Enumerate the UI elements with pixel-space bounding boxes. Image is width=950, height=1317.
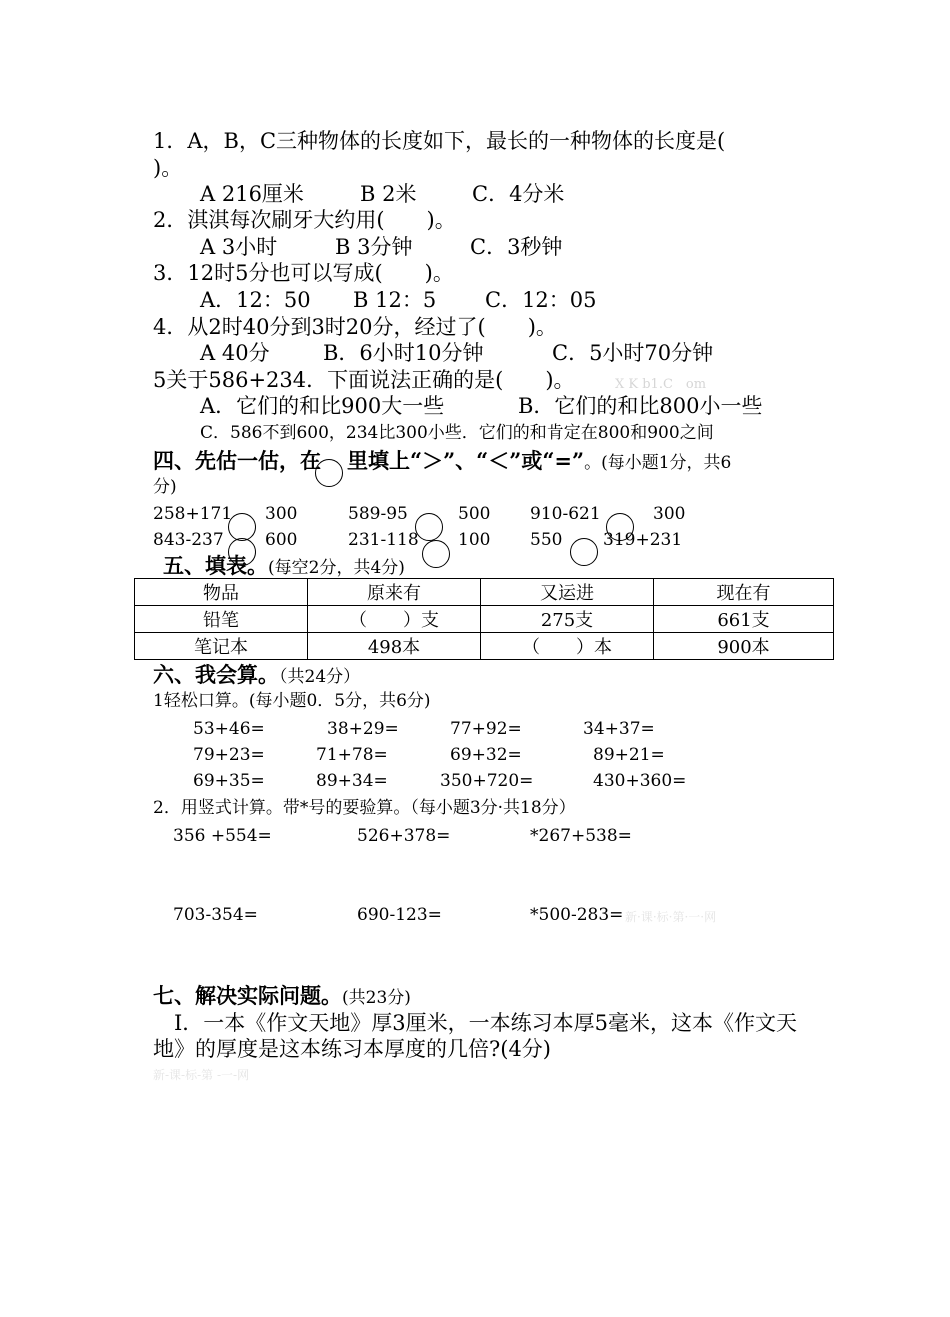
q4-stem: 4．从2时40分到3时20分，经过了( )。 bbox=[153, 315, 557, 339]
cell-pencil: 铅笔 bbox=[135, 606, 308, 633]
section4-title-b: 里填上“＞”、“＜”或“=” bbox=[347, 448, 585, 473]
oral-item: 34+37= bbox=[583, 719, 655, 739]
q1-option-a: A 216厘米 bbox=[200, 182, 304, 206]
q1-stem: 1．A，B，C三种物体的长度如下，最长的一种物体的长度是( bbox=[153, 129, 726, 153]
q5-option-c: C．586不到600，234比300小些．它们的和肯定在800和900之间 bbox=[200, 423, 714, 443]
q5-option-b: B．它们的和比800小一些 bbox=[518, 394, 763, 418]
section5-score: (每空2分，共4分) bbox=[268, 558, 405, 578]
q3-option-b: B 12：5 bbox=[353, 288, 437, 312]
q1-option-b: B 2米 bbox=[360, 182, 417, 206]
section7-title: 七、解决实际问题。 bbox=[153, 983, 342, 1008]
cmp-circle-6[interactable] bbox=[570, 538, 598, 566]
header-original: 原来有 bbox=[308, 579, 481, 606]
section4-title-line bbox=[153, 448, 731, 474]
q2-option-b: B 3分钟 bbox=[335, 235, 413, 259]
table-header-row bbox=[135, 579, 834, 606]
section4-score-a: 。(每小题1分，共6 bbox=[584, 453, 732, 473]
oral-item: 69+35= bbox=[193, 771, 265, 791]
problem1-line1: I．一本《作文天地》厚3厘米，一本练习本厚5毫米，这本《作文天 bbox=[174, 1011, 798, 1035]
cmp-left-3: 910-621 bbox=[530, 504, 601, 524]
cmp-left-6: 550 bbox=[530, 530, 563, 550]
section6-sub2: 2．用竖式计算。带*号的要验算。（每小题3分·共18分） bbox=[153, 798, 576, 818]
section6-title-line bbox=[153, 662, 360, 688]
cell-value: 661支 bbox=[654, 606, 834, 633]
oral-item: 89+34= bbox=[316, 771, 388, 791]
cell-value: 900本 bbox=[654, 633, 834, 660]
cmp-right-6: 319+231 bbox=[603, 530, 683, 550]
q3-option-a: A．12：50 bbox=[200, 288, 311, 312]
oral-item: 77+92= bbox=[450, 719, 522, 739]
cmp-left-1: 258+171 bbox=[153, 504, 233, 524]
cmp-right-1: 300 bbox=[265, 504, 298, 524]
section5-title-line bbox=[163, 553, 405, 579]
section6-watermark: 新·课·标·第·一·网 bbox=[625, 910, 717, 924]
cmp-left-5: 231-118 bbox=[348, 530, 419, 550]
cmp-right-5: 100 bbox=[458, 530, 491, 550]
q2-option-c: C．3秒钟 bbox=[470, 235, 563, 259]
oral-item: 71+78= bbox=[316, 745, 388, 765]
cell-value: 275支 bbox=[481, 606, 654, 633]
vertical-item: 703-354= bbox=[173, 905, 258, 925]
legend-circle bbox=[315, 459, 343, 487]
q2-option-a: A 3小时 bbox=[200, 235, 278, 259]
section7-title-line bbox=[153, 983, 411, 1009]
cmp-left-2: 589-95 bbox=[348, 504, 408, 524]
oral-item: 38+29= bbox=[327, 719, 399, 739]
oral-item: 350+720= bbox=[440, 771, 534, 791]
cmp-right-2: 500 bbox=[458, 504, 491, 524]
section4-score-b: 分) bbox=[153, 477, 177, 497]
q4-option-b: B．6小时10分钟 bbox=[323, 341, 484, 365]
q5-stem: 5关于586+234．下面说法正确的是( )。 bbox=[153, 368, 575, 392]
cmp-circle-5[interactable] bbox=[422, 540, 450, 568]
oral-item: 430+360= bbox=[593, 771, 687, 791]
q4-option-a: A 40分 bbox=[200, 341, 270, 365]
vertical-item: *267+538= bbox=[530, 826, 632, 846]
cell-blank-answer[interactable]: （ ）本 bbox=[481, 633, 654, 660]
section6-sub1: 1轻松口算。(每小题0．5分，共6分) bbox=[153, 691, 431, 711]
oral-item: 89+21= bbox=[593, 745, 665, 765]
section4-title-a: 四、先估一估，在 bbox=[153, 448, 321, 473]
q5-option-a: A．它们的和比900大一些 bbox=[200, 394, 445, 418]
cell-blank-answer[interactable]: （ ）支 bbox=[308, 606, 481, 633]
q3-stem: 3．12时5分也可以写成( )。 bbox=[153, 261, 454, 285]
q5-watermark: X K b1.C om bbox=[615, 377, 707, 392]
q1-option-c: C．4分米 bbox=[472, 182, 565, 206]
oral-item: 69+32= bbox=[450, 745, 522, 765]
problem1-line2: 地》的厚度是这本练习本厚度的几倍?(4分) bbox=[153, 1037, 552, 1061]
vertical-item: 526+378= bbox=[357, 826, 451, 846]
section6-score: （共24分） bbox=[279, 667, 361, 687]
q4-option-c: C．5小时70分钟 bbox=[552, 341, 714, 365]
header-item: 物品 bbox=[135, 579, 308, 606]
cmp-circle-2[interactable] bbox=[415, 513, 443, 541]
cmp-left-4: 843-237 bbox=[153, 530, 224, 550]
table-row bbox=[135, 633, 834, 660]
cell-value: 498本 bbox=[308, 633, 481, 660]
cmp-right-3: 300 bbox=[653, 504, 686, 524]
vertical-item: 356 +554= bbox=[173, 826, 272, 846]
q3-option-c: C．12：05 bbox=[485, 288, 597, 312]
table-row bbox=[135, 606, 834, 633]
cmp-right-4: 600 bbox=[265, 530, 298, 550]
oral-item: 53+46= bbox=[193, 719, 265, 739]
section5-title: 五、填表。 bbox=[163, 553, 268, 578]
section7-score: (共23分) bbox=[342, 988, 411, 1008]
header-added: 又运进 bbox=[481, 579, 654, 606]
cmp-circle-1[interactable] bbox=[228, 513, 256, 541]
vertical-item: *500-283= bbox=[530, 905, 624, 925]
q2-stem: 2．淇淇每次刷牙大约用( )。 bbox=[153, 208, 456, 232]
section6-title: 六、我会算。 bbox=[153, 662, 279, 687]
header-now: 现在有 bbox=[654, 579, 834, 606]
footer-watermark: 新-课-标-第 -一-网 bbox=[153, 1068, 250, 1082]
cell-notebook: 笔记本 bbox=[135, 633, 308, 660]
oral-item: 79+23= bbox=[193, 745, 265, 765]
q1-stem-cont: )。 bbox=[153, 156, 183, 180]
vertical-item: 690-123= bbox=[357, 905, 442, 925]
fill-table bbox=[134, 578, 834, 660]
